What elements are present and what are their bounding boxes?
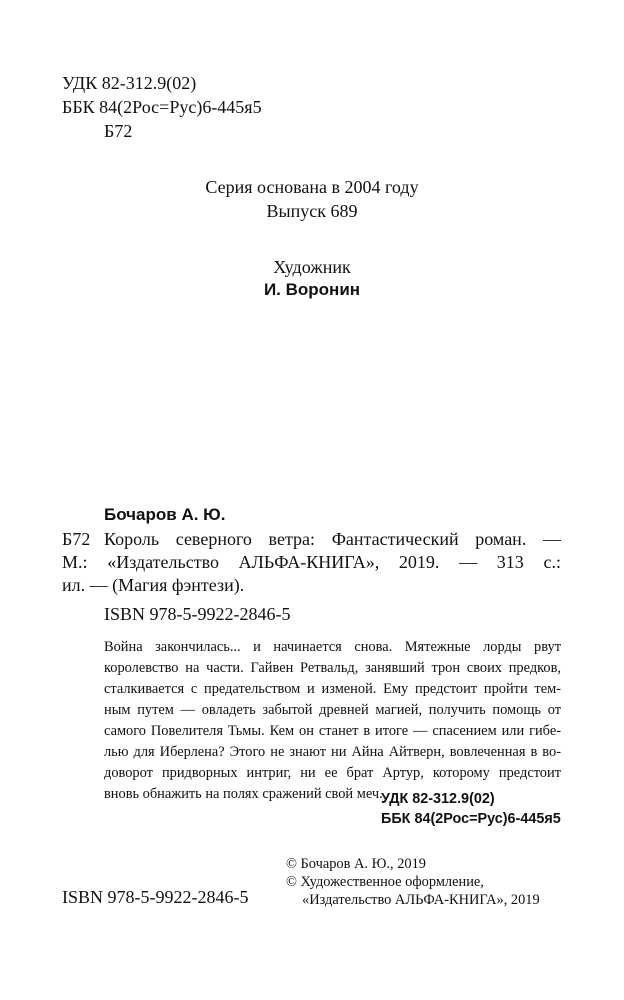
annotation-line: самого Повелителя Тьмы. Кем он станет в итоге — спасением или гибе- [104,723,561,739]
annotation-line: вновь обнажить на полях сражений свой меч. [104,786,383,802]
isbn-bottom: ISBN 978-5-9922-2846-5 [62,887,249,907]
catalog-author-mark: Б72 [62,529,91,549]
author-mark: Б72 [104,121,133,141]
copyright-line-2: © Художественное оформление, [286,874,484,890]
annotation-line: ным путем — овладеть забытой древней магией, получить помощь от [104,702,561,718]
copyright-line-1: © Бочаров А. Ю., 2019 [286,856,426,872]
bbk-code: ББК 84(2Рос=Рус)6-445я5 [62,97,262,117]
annotation-line: королевство на части. Гайвен Ретвальд, занявший трон своих предков, [104,660,561,676]
annotation-line: сталкивается с предательством и изменой. Ему предстоит пройти тем- [104,681,561,697]
catalog-author: Бочаров А. Ю. [104,505,226,524]
copyright-line-3: «Издательство АЛЬФА-КНИГА», 2019 [302,892,540,908]
annotation-line: лью для Иберлена? Этого не знают ни Айна Айтверн, вовлеченная в во- [104,744,561,760]
annotation [104,637,561,805]
catalog-line-2: М.: «Издательство АЛЬФА-КНИГА», 2019. — 313 с.: [62,552,561,572]
catalog-line-1: Король северного ветра: Фантастический роман. — [104,529,561,549]
catalog-isbn: ISBN 978-5-9922-2846-5 [104,604,291,624]
series-issue: Выпуск 689 [266,201,358,221]
annotation-line: доворот придворных интриг, ни ее брат Артур, которому предстоит [104,765,561,781]
artist-name: И. Воронин [263,280,361,299]
udk-code-bottom: УДК 82-312.9(02) [381,791,495,807]
series-founded: Серия основана в 2004 году [205,177,419,197]
artist-role: Художник [273,257,351,277]
udk-code: УДК 82-312.9(02) [62,73,197,93]
annotation-line: Война закончилась... и начинается снова. Мятежные лорды рвут [104,639,561,655]
bbk-code-bottom: ББК 84(2Рос=Рус)6-445я5 [381,811,561,827]
catalog-line-3: ил. — (Магия фэнтези). [62,575,245,595]
